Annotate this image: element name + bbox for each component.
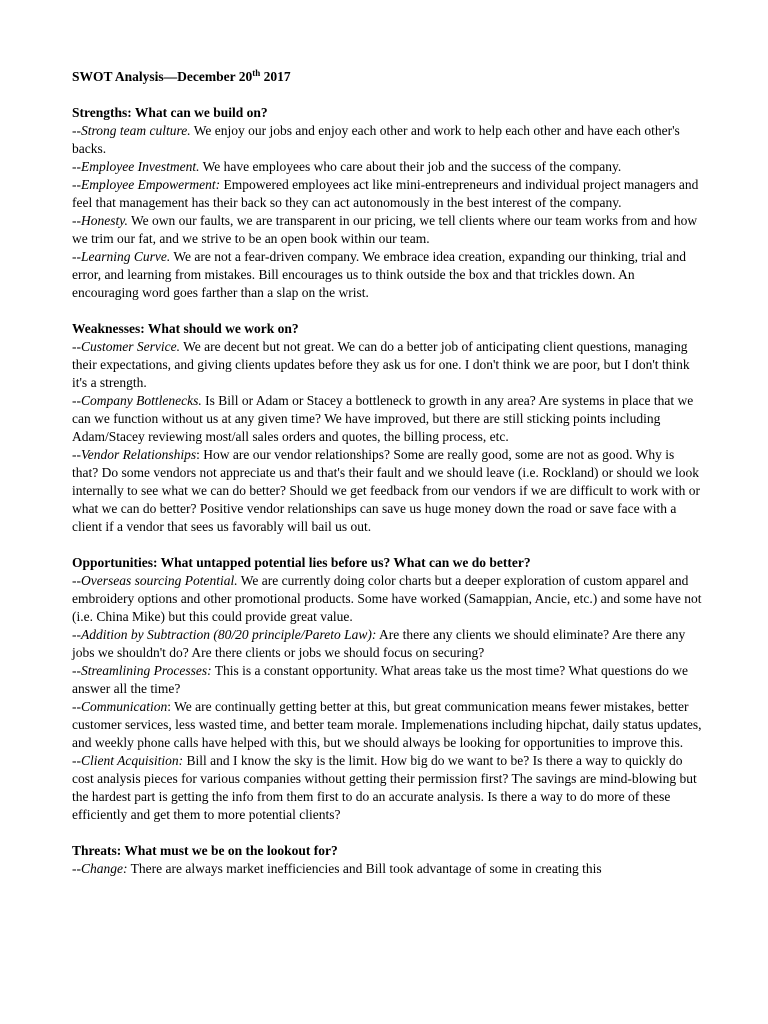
list-item: [72, 662, 702, 698]
section-heading: Weaknesses: What should we work on?: [72, 321, 299, 336]
section-opportunities: [72, 554, 702, 824]
item-prefix: --: [72, 393, 81, 408]
item-prefix: --: [72, 573, 81, 588]
section-heading: Opportunities: What untapped potential lies before us? What can we do better?: [72, 555, 531, 570]
item-text: We are decent but not great. We can do a better job of anticipating client questions, managing their expectations, and giving clients updates before they ask us for one. I don't think we are poor, but I don't think it's a strength.: [72, 339, 690, 390]
item-prefix: --: [72, 753, 81, 768]
item-text: This is a constant opportunity. What areas take us the most time? What questions do we answer all the time?: [72, 663, 689, 696]
list-item: [72, 860, 702, 878]
item-prefix: --: [72, 249, 81, 264]
item-label: Employee Empowerment:: [81, 177, 221, 192]
section-threats: [72, 842, 702, 878]
list-item: [72, 392, 702, 446]
item-text: Empowered employees act like mini-entrepreneurs and individual project managers and feel that management has their back so they can act autonomously in the best interest of the company.: [72, 177, 699, 210]
list-item: [72, 446, 702, 536]
item-label: Strong team culture.: [81, 123, 191, 138]
item-prefix: --: [72, 447, 81, 462]
item-text: Is Bill or Adam or Stacey a bottleneck to growth in any area? Are systems in place that we can we function without us at any given time? We have improved, but there are still sticking points including Adam/Stacey reviewing most/all sales orders and quotes, the billing process, etc.: [72, 393, 694, 444]
item-text: Are there any clients we should eliminate? Are there any jobs we shouldn't do? Are there clients or jobs we should focus on securing?: [72, 627, 686, 660]
item-prefix: --: [72, 213, 81, 228]
item-label: Communication: [81, 699, 168, 714]
item-prefix: --: [72, 159, 81, 174]
item-text: We are not a fear-driven company. We embrace idea creation, expanding our thinking, trial and error, and learning from mistakes. Bill encourages us to think outside the box and that trickles down. An encouraging word goes farther than a slap on the wrist.: [72, 249, 686, 300]
item-prefix: --: [72, 339, 81, 354]
section-heading: Threats: What must we be on the lookout for?: [72, 843, 338, 858]
document-title-text: SWOT Analysis—December 20: [72, 69, 253, 84]
item-label: Client Acquisition:: [81, 753, 184, 768]
item-label: Change:: [81, 861, 128, 876]
document-title-superscript: th: [252, 68, 261, 78]
item-label: Learning Curve.: [81, 249, 171, 264]
item-prefix: --: [72, 699, 81, 714]
item-text: : How are our vendor relationships? Some are really good, some are not as good. Why is that? Do some vendors not appreciate us and that's their fault and we should leave (i.e. Rockland) or should we look internally to see what we can do better? Should we get feedback from our vendors if we are difficult to work with or what we can do better? Positive vendor relationships can save us huge money down the road or save face with a client if a vendor that sees us favorably will bail us out.: [72, 447, 701, 534]
item-label: Vendor Relationships: [81, 447, 197, 462]
item-text: : We are continually getting better at this, but great communication means fewer mistakes, better customer services, less wasted time, and better team morale. Implemenations including hipchat, daily status updates, and weekly phone calls have helped with this, but we should always be looking for opportunities to improve this.: [72, 699, 702, 750]
document-title: [72, 68, 702, 86]
document-page: [72, 68, 702, 896]
item-text: Bill and I know the sky is the limit. How big do we want to be? Is there a way to quickly do cost analysis pieces for various companies without getting their permission first? The savings are mind-blowing but the hardest part is getting the info from them first to do an accurate analysis. Is there a way to do more of these efficiently and get them to more potential clients?: [72, 753, 697, 822]
item-prefix: --: [72, 861, 81, 876]
item-prefix: --: [72, 123, 81, 138]
item-label: Company Bottlenecks.: [81, 393, 202, 408]
item-label: Honesty.: [81, 213, 128, 228]
item-label: Addition by Subtraction (80/20 principle/Pareto Law):: [81, 627, 377, 642]
item-text: We own our faults, we are transparent in our pricing, we tell clients where our team works from and how we trim our fat, and we strive to be an open book within our team.: [72, 213, 698, 246]
item-prefix: --: [72, 627, 81, 642]
list-item: [72, 572, 702, 626]
item-label: Customer Service.: [81, 339, 180, 354]
section-weaknesses: [72, 320, 702, 536]
list-item: [72, 698, 702, 752]
item-label: Streamlining Processes:: [81, 663, 212, 678]
list-item: [72, 158, 702, 176]
item-text: We enjoy our jobs and enjoy each other and work to help each other and have each other's backs.: [72, 123, 680, 156]
item-text: We are currently doing color charts but a deeper exploration of custom apparel and embroidery options and other promotional products. Some have worked (Samappian, Ancie, etc.) and some have not (i.e. China Mike) but this could provide great value.: [72, 573, 702, 624]
list-item: [72, 338, 702, 392]
item-prefix: --: [72, 177, 81, 192]
list-item: [72, 626, 702, 662]
item-label: Overseas sourcing Potential.: [81, 573, 238, 588]
list-item: [72, 212, 702, 248]
document-title-year: 2017: [260, 69, 291, 84]
item-text: There are always market inefficiencies and Bill took advantage of some in creating this: [127, 861, 602, 876]
item-text: We have employees who care about their job and the success of the company.: [199, 159, 622, 174]
section-strengths: [72, 104, 702, 302]
item-prefix: --: [72, 663, 81, 678]
list-item: [72, 248, 702, 302]
list-item: [72, 752, 702, 824]
list-item: [72, 122, 702, 158]
section-heading: Strengths: What can we build on?: [72, 105, 268, 120]
list-item: [72, 176, 702, 212]
item-label: Employee Investment.: [81, 159, 200, 174]
